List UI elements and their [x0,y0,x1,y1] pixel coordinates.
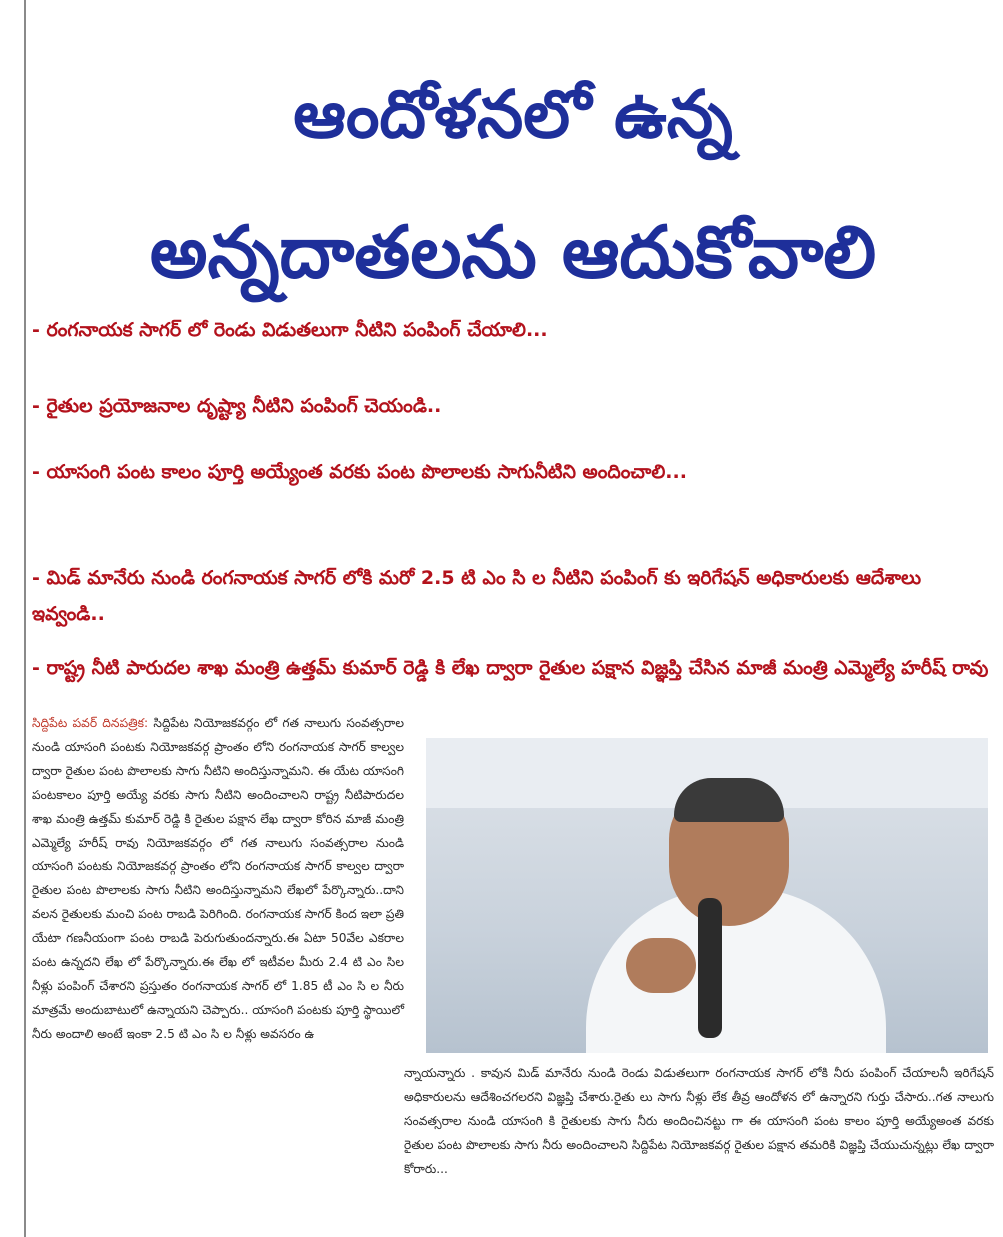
article-body-left: సిద్దిపేట నియోజకవర్గం లో గత నాలుగు సంవత్సరాల నుండి యాసంగి పంటకు నియోజకవర్గ ప్రాంతం లోని రంగనాయక సాగర్ కాల్వల ద్వారా రైతుల పంట పొలాలకు సాగు నీటిని అందిస్తున్నామని. ఈ యేట యాసంగి పంటకాలం పూర్తి అయ్యే వరకు సాగు నీటిని అందించాలని రాష్ట్ర నీటిపారుదల శాఖ మంత్రి ఉత్తమ్ కుమార్ రెడ్డి కి రైతుల పక్షాన లేఖ ద్వారా కోరిన మాజీ మంత్రి ఎమ్మెల్యే హరీష్ రావు నియోజకవర్గం లో గత నాలుగు సంవత్సరాల నుండి యాసంగి పంటకు నియోజకవర్గ ప్రాంతం లోని రంగనాయక సాగర్ కాల్వల ద్వారా రైతుల పంట పొలాలకు సాగు నీటిని అందిస్తున్నామని లేఖలో పేర్కొన్నారు..దాని వలన రైతులకు మంచి పంట రాబడి పెరిగింది. రంగనాయక సాగర్ కింద ఇలా ప్రతి యేటా గణనీయంగా పంట రాబడి పెరుగుతుందన్నారు.ఈ ఏటా 50వేల ఎకరాల పంట ఉన్నదని లేఖ లో పేర్కొన్నారు.ఈ లేఖ లో ఇటీవల మీరు 2.4 టి ఎం సిల నీళ్లు పంపింగ్ చేశారని ప్రస్తుతం రంగనాయక సాగర్ లో 1.85 టీ ఎం సి ల నీరు మాత్రమే అందుబాటులో ఉన్నాయని చెప్పారు.. యాసంగి పంటకు పూర్తి స్థాయిలో నీరు అందాలి అంటే ఇంకా 2.5 టి ఎం సి ల నీళ్లు అవసరం ఉ [32,716,404,1041]
headline-line-1: ఆందోళనలో ఉన్న [293,76,733,154]
headline-line-2: అన్నదాతలను ఆదుకోవాలి [149,210,877,295]
photo-hand [626,938,696,993]
microphone-icon [698,898,722,1038]
speaker-photo [426,738,988,1053]
photo-hair [674,778,784,822]
article-left-column [32,712,404,1047]
bullet-item: - రంగనాయక సాగర్ లో రెండు విడుతలుగా నీటిని పంపింగ్ చేయాలి... [32,319,548,341]
margin-rule [24,0,26,1237]
bullet-item: - యాసంగి పంట కాలం పూర్తి అయ్యేంత వరకు పంట పొలాలకు సాగునీటిని అందించాలి... [32,461,687,483]
bullet-item: - మిడ్ మానేరు నుండి రంగనాయక సాగర్ లోకి మరో 2.5 టి ఎం సి ల నీటిని పంపింగ్ కు ఇరిగేషన్ అధికారులకు ఆదేశాలు ఇవ్వండి.. [32,567,922,625]
dateline: సిద్దిపేట పవర్ దినపత్రిక: [32,716,149,730]
article-body-right: న్నాయన్నారు . కావున మిడ్ మానేరు నుండి రెండు విడుతలుగా రంగనాయక సాగర్ లోకి నీరు పంపింగ్ చేయాలనీ ఇరిగేషన్ అధికారులను ఆదేశించగలరని విజ్ఞప్తి చేశారు.రైతు లు సాగు నీళ్లు లేక తీవ్ర ఆందోళన లో ఉన్నారని గుర్తు చేసారు..గత నాలుగు సంవత్సరాల నుండి యాసంగి కి రైతులకు సాగు నీరు అందించినట్టు గా ఈ యాసంగి పంట కాలం పూర్తి అయ్యేఅంత వరకు రైతుల పంట పొలాలకు సాగు నీరు అందించాలని సిద్దిపేట నియోజకవర్గ రైతుల పక్షాన తమరికి విజ్ఞప్తి చేయుచున్నట్లు లేఖ ద్వారా కోరారు... [404,1066,994,1176]
bullet-item: - రాష్ట్ర నీటి పారుదల శాఖ మంత్రి ఉత్తమ్ కుమార్ రెడ్డి కి లేఖ ద్వారా రైతుల పక్షాన విజ్ఞప్తి చేసిన మాజీ మంత్రి ఎమ్మెల్యే హరీష్ రావు [32,657,989,679]
bullet-item: - రైతుల ప్రయోజనాల దృష్ట్యా నీటిని పంపింగ్ చెయండి.. [32,395,442,417]
